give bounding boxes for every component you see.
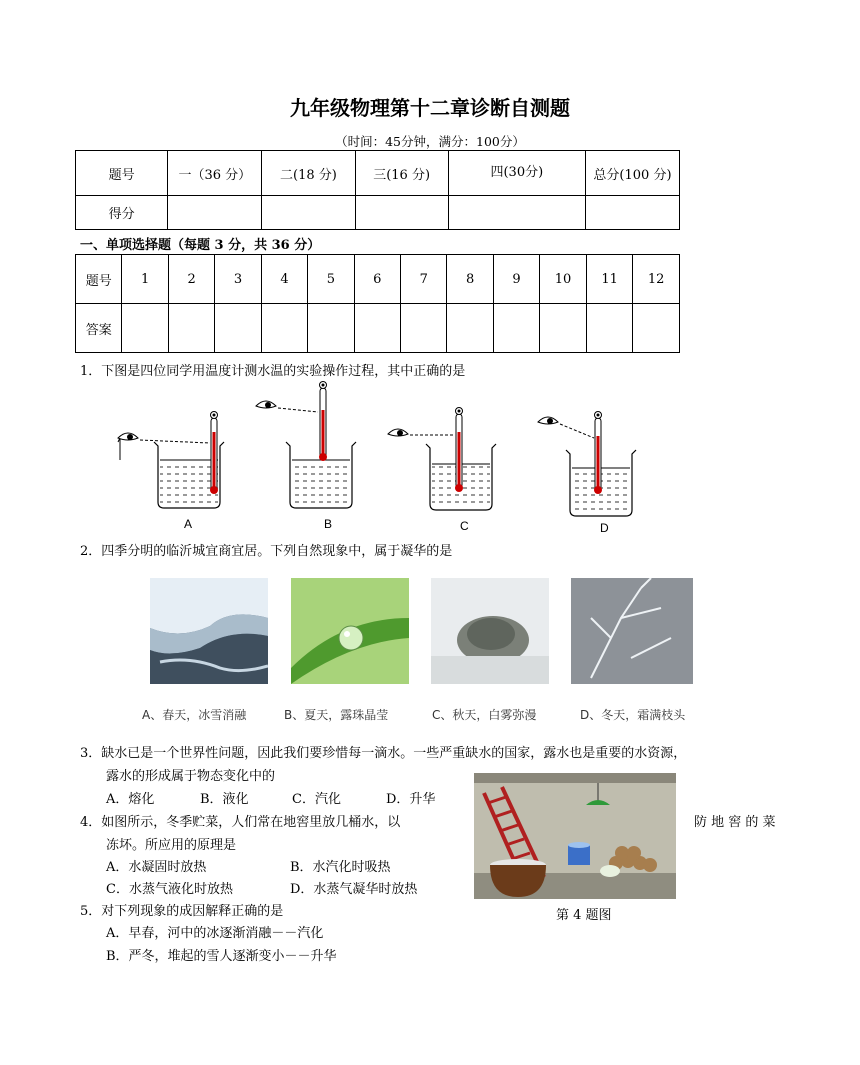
answer-cell[interactable] (308, 304, 354, 353)
score-header-cell: 总分(100 分) (585, 151, 679, 196)
answer-cell[interactable] (354, 304, 400, 353)
caption-a: A、春天，冰雪消融 (142, 708, 247, 722)
score-header-cell: 题号 (76, 151, 168, 196)
photo-fog (431, 578, 549, 684)
answer-number: 3 (215, 255, 261, 304)
caption-b: B、夏天，露珠晶莹 (284, 708, 389, 722)
score-cell[interactable] (448, 196, 585, 230)
eye-icon (538, 417, 558, 424)
answer-number: 11 (586, 255, 633, 304)
answer-number: 9 (493, 255, 539, 304)
q4-option-c: C．水蒸气液化时放热 (106, 882, 233, 897)
answer-number: 6 (354, 255, 400, 304)
score-header-cell: 一（36 分） (168, 151, 262, 196)
answer-number: 2 (168, 255, 214, 304)
photo-dew-drop (291, 578, 409, 684)
answer-number: 5 (308, 255, 354, 304)
beaker-d (538, 412, 636, 517)
question-1: 1．下图是四位同学用温度计测水温的实验操作过程，其中正确的是 (80, 364, 466, 379)
page-title: 九年级物理第十二章诊断自测题 (290, 96, 570, 120)
answer-cell[interactable] (540, 304, 587, 353)
q4-option-d: D．水蒸气凝华时放热 (290, 882, 418, 897)
q4-option-b: B．水汽化时吸热 (290, 860, 391, 875)
score-table (75, 150, 680, 230)
q5-option-b: B．严冬，堆起的雪人逐渐变小－－升华 (106, 949, 337, 964)
answer-cell[interactable] (493, 304, 539, 353)
eye-icon (118, 433, 138, 440)
figure-4-caption: 第 4 题图 (556, 908, 612, 923)
answer-cell[interactable] (633, 304, 680, 353)
answer-number: 10 (540, 255, 587, 304)
option-label-a: A (184, 517, 193, 531)
beaker-a (118, 412, 224, 509)
answer-cell[interactable] (215, 304, 261, 353)
q5-option-a: A．早春，河中的冰逐渐消融－－汽化 (106, 926, 324, 941)
eye-icon (388, 429, 408, 436)
question-5: 5．对下列现象的成因解释正确的是 (80, 904, 284, 919)
photo-frost (571, 578, 693, 684)
answer-cell[interactable] (447, 304, 493, 353)
score-header-cell: 四(30分) (448, 151, 585, 196)
thermometer-figure (110, 380, 670, 532)
q3-option-b: B．液化 (200, 792, 249, 807)
answer-number: 8 (447, 255, 493, 304)
answer-number: 4 (261, 255, 307, 304)
caption-c: C、秋天，白雾弥漫 (432, 708, 537, 722)
score-header-cell: 三(16 分) (355, 151, 448, 196)
section-heading: 一、单项选择题（每题 3 分，共 36 分） (80, 238, 321, 253)
option-label-b: B (324, 517, 333, 531)
q3-option-d: D．升华 (386, 792, 436, 807)
question-4-line2: 冻坏。所应用的原理是 (106, 838, 237, 853)
answer-number: 1 (122, 255, 168, 304)
answer-table (75, 254, 680, 353)
answer-row-label: 答案 (76, 304, 122, 353)
cellar-figure (474, 773, 676, 899)
beaker-b (256, 382, 356, 509)
question-2: 2．四季分明的临沂城宜商宜居。下列自然现象中，属于凝华的是 (80, 544, 453, 559)
page-subtitle: （时间：45分钟，满分：100分） (335, 134, 525, 149)
answer-header-label: 题号 (76, 255, 122, 304)
score-cell[interactable] (168, 196, 262, 230)
answer-cell[interactable] (122, 304, 168, 353)
question-3-line1: 3．缺水已是一个世界性问题，因此我们要珍惜每一滴水。一些严重缺水的国家，露水也是重要的水资源， (80, 746, 687, 761)
question-3-line2: 露水的形成属于物态变化中的 (106, 769, 276, 784)
q3-option-c: C．汽化 (292, 792, 341, 807)
beaker-c (388, 408, 496, 511)
question-4-line1a: 4．如图所示，冬季贮菜，人们常在地窖里放几桶水，以 (80, 815, 401, 830)
answer-cell[interactable] (586, 304, 633, 353)
answer-cell[interactable] (168, 304, 214, 353)
score-header-cell: 二(18 分) (262, 151, 355, 196)
photo-ice-melting (150, 578, 268, 684)
caption-d: D、冬天，霜满枝头 (580, 708, 686, 722)
score-cell[interactable] (355, 196, 448, 230)
q4-option-a: A．水凝固时放热 (106, 860, 207, 875)
option-label-d: D (600, 521, 609, 532)
option-label-c: C (460, 519, 469, 532)
question-4-line1b: 防 地 窖 的 菜 (694, 815, 776, 830)
eye-icon (256, 401, 276, 408)
answer-number: 7 (401, 255, 447, 304)
score-row-label: 得分 (76, 196, 168, 230)
q3-option-a: A．熔化 (106, 792, 155, 807)
answer-cell[interactable] (261, 304, 307, 353)
score-cell[interactable] (262, 196, 355, 230)
answer-cell[interactable] (401, 304, 447, 353)
answer-number: 12 (633, 255, 680, 304)
score-cell[interactable] (585, 196, 679, 230)
